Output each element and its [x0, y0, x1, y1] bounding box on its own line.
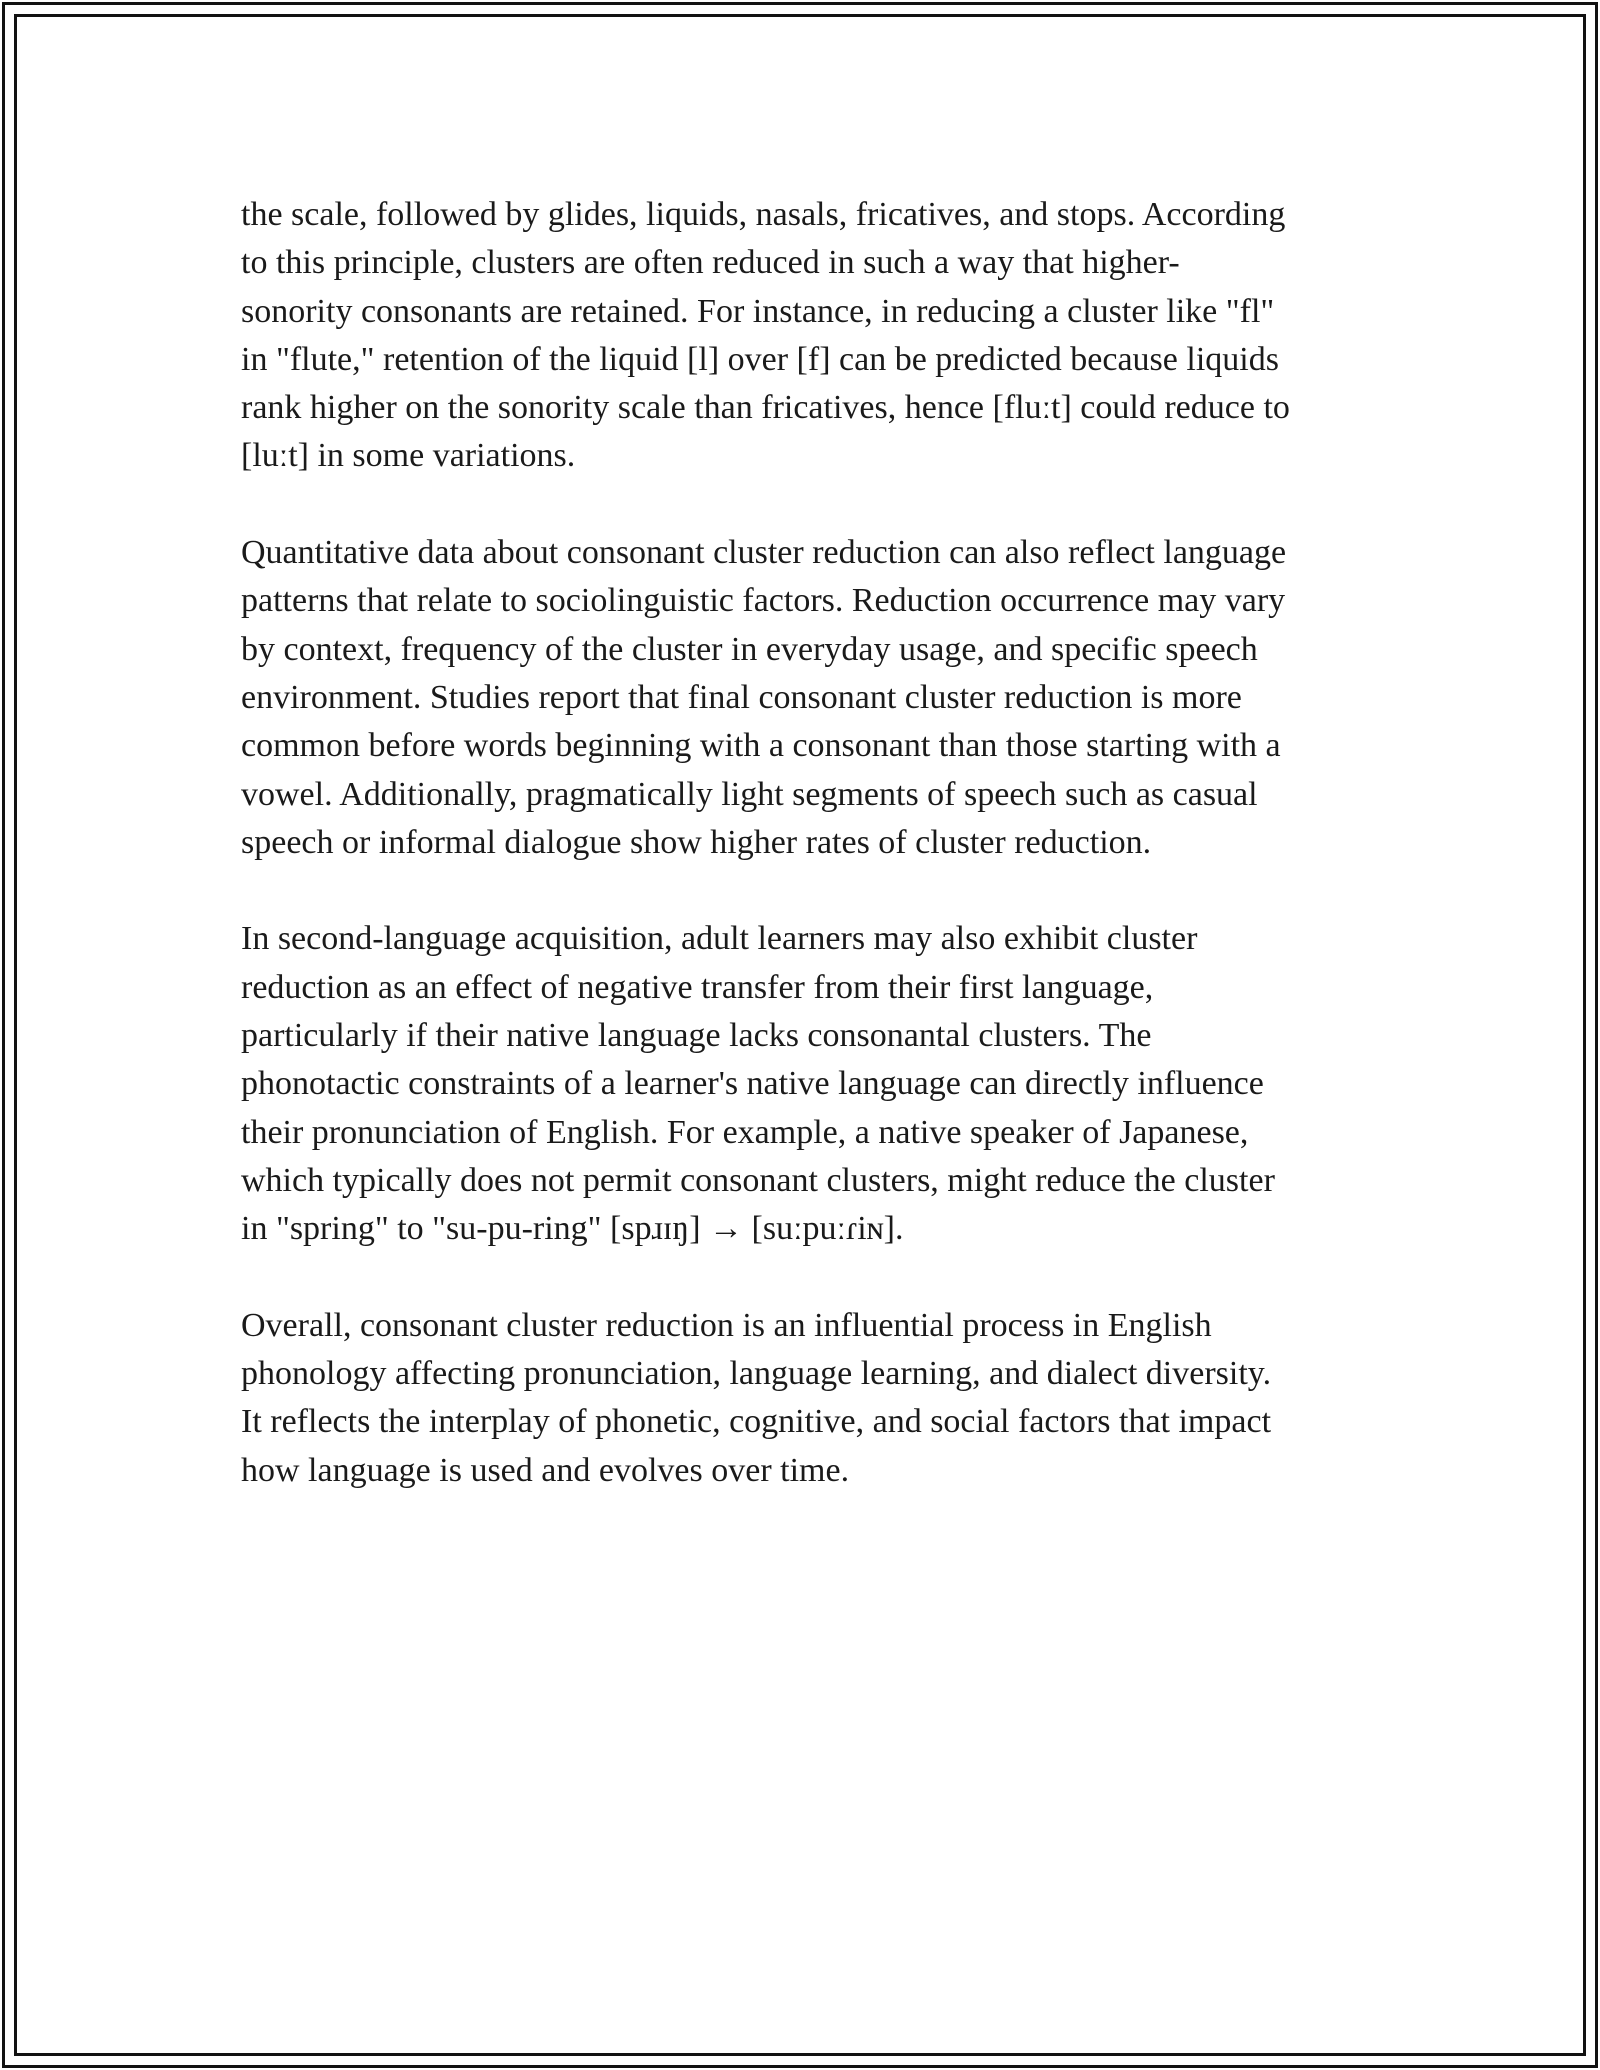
paragraph-overall: Overall, consonant cluster reduction is an influential process in English phonology affecting pronunciation, language learning, and dialect diversity. It reflects the interplay of phonetic, cognitive, and social factors that impact how language is used and evolves over time.: [241, 1306, 1272, 1489]
paragraph-sonority: the scale, followed by glides, liquids, nasals, fricatives, and stops. According to this principle, clusters are often reduced in such a way that higher- sonority consonants are retained. For instance, in reducing a cluster like "fl" in "flute," retention of the liquid [l] over [f] can be predicted because liquids rank higher on the sonority scale than fricatives, hence [fluːt] could reduce to [luːt] in some variations.: [241, 196, 1290, 475]
page-frame: [2, 2, 1598, 2068]
paragraph-second-language: In second-language acquisition, adult learners may also exhibit cluster reduction as an effect of negative transfer from their first language, particularly if their native language lacks consonantal clusters. The phonotactic constraints of a learner's native language can directly influence their pronunciation of English. For example, a native speaker of Japanese, which typically does not permit consonant clusters, might reduce the cluster in "spring" to "su-pu-ring" [spɹɪŋ] → [suːpuːɾiɴ].: [241, 920, 1275, 1248]
document-body: [241, 191, 1381, 1495]
paragraph-quantitative-data: Quantitative data about consonant cluster reduction can also reflect language patterns that relate to sociolinguistic factors. Reduction occurrence may vary by context, frequency of the cluster in everyday usage, and specific speech environment. Studies report that final consonant cluster reduction is more common before words beginning with a consonant than those starting with a vowel. Additionally, pragmatically light segments of speech such as casual speech or informal dialogue show higher rates of cluster reduction.: [241, 534, 1287, 861]
